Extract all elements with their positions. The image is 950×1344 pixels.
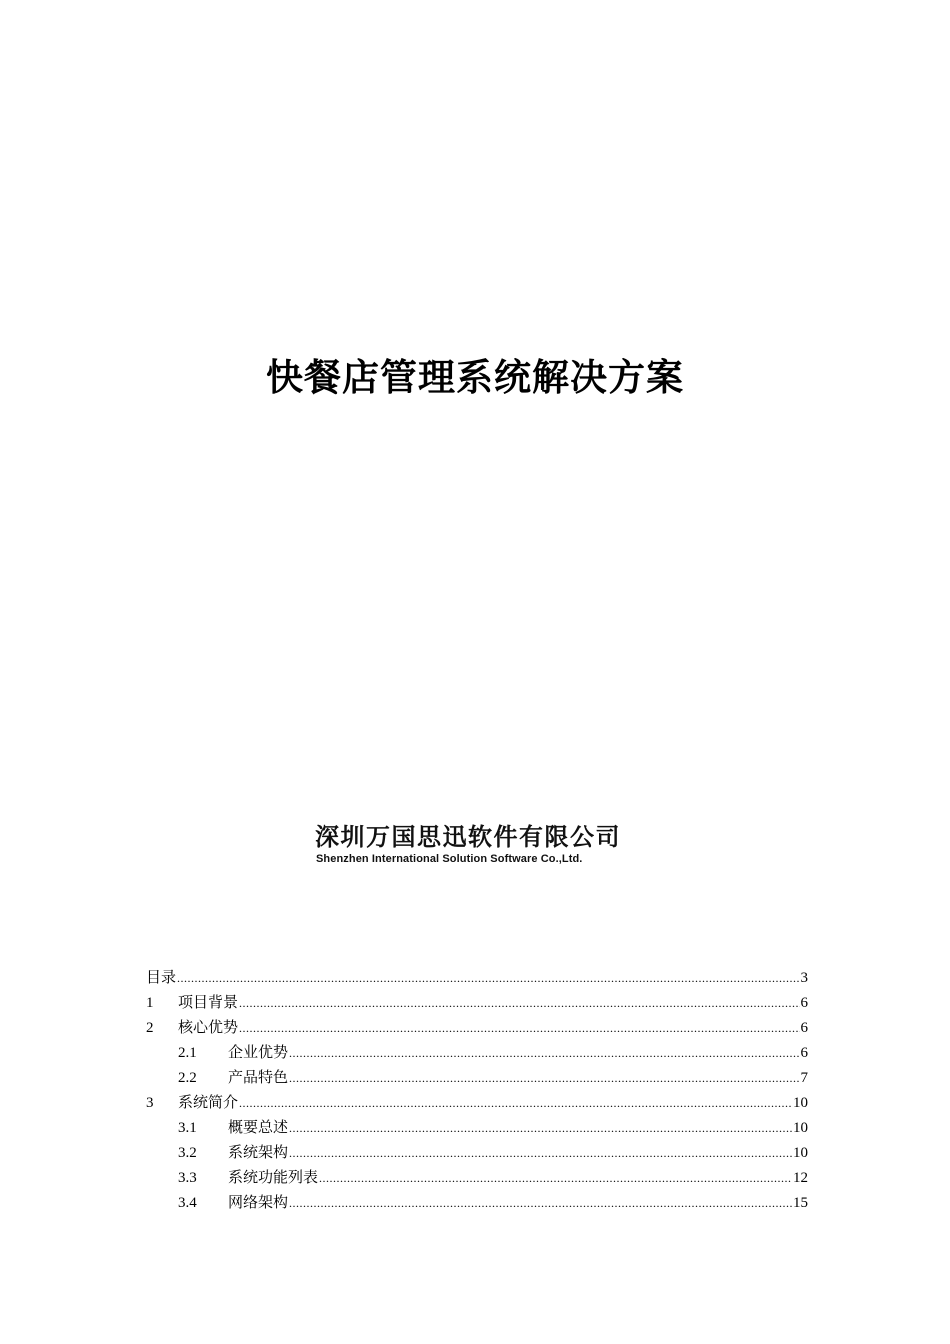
- company-name-cn: 深圳万国思迅软件有限公司: [315, 823, 621, 851]
- toc-entry-2-2[interactable]: [146, 1066, 808, 1091]
- toc-leader-dots: [319, 1166, 792, 1191]
- toc-entry-3-4[interactable]: [146, 1191, 808, 1216]
- toc-entry-number: 1: [146, 995, 154, 1011]
- toc-entry-label: 系统功能列表: [228, 1170, 319, 1186]
- toc-entry-page: 10: [793, 1145, 808, 1161]
- toc-entry-page: 6: [800, 1020, 808, 1036]
- toc-entry-number: 2: [146, 1020, 154, 1036]
- table-of-contents: [146, 966, 808, 1216]
- toc-entry-page: 12: [793, 1170, 808, 1186]
- toc-entry-2-1[interactable]: [146, 1041, 808, 1066]
- toc-entry-number: 3.2: [178, 1145, 197, 1161]
- toc-entry-number: 3.3: [178, 1170, 197, 1186]
- toc-entry-1[interactable]: [146, 991, 808, 1016]
- company-logo: [310, 822, 640, 868]
- toc-leader-dots: [239, 991, 799, 1016]
- toc-entry-page: 7: [800, 1070, 808, 1086]
- toc-entry-2[interactable]: [146, 1016, 808, 1041]
- toc-leader-dots: [289, 1041, 799, 1066]
- toc-leader-dots: [239, 1016, 799, 1041]
- toc-entry-label: 核心优势: [178, 1020, 239, 1036]
- toc-entry-label: 项目背景: [178, 995, 239, 1011]
- toc-entry-label: 产品特色: [228, 1070, 289, 1086]
- toc-entry-label: 企业优势: [228, 1045, 289, 1061]
- toc-entry-number: 2.1: [178, 1045, 197, 1061]
- toc-entry-label: 网络架构: [228, 1195, 289, 1211]
- toc-entry-number: 2.2: [178, 1070, 197, 1086]
- toc-entry-page: 10: [793, 1120, 808, 1136]
- toc-leader-dots: [239, 1091, 792, 1116]
- toc-entry-label: 系统架构: [228, 1145, 289, 1161]
- toc-entry-3-1[interactable]: [146, 1116, 808, 1141]
- toc-leader-dots: [289, 1066, 799, 1091]
- toc-leader-dots: [289, 1116, 792, 1141]
- toc-entry-number: 3.1: [178, 1120, 197, 1136]
- toc-entry-label: 概要总述: [228, 1120, 289, 1136]
- toc-entry-label: 系统简介: [178, 1095, 239, 1111]
- toc-entry-3[interactable]: [146, 1091, 808, 1116]
- toc-entry-page: 15: [793, 1195, 808, 1211]
- toc-leader-dots: [289, 1141, 792, 1166]
- toc-entry-label: 目录: [146, 970, 177, 986]
- toc-entry-number: 3: [146, 1095, 154, 1111]
- toc-entry-page: 6: [800, 995, 808, 1011]
- toc-entry-page: 6: [800, 1045, 808, 1061]
- toc-entry-number: 3.4: [178, 1195, 197, 1211]
- toc-entry-3-2[interactable]: [146, 1141, 808, 1166]
- toc-leader-dots: [289, 1191, 792, 1216]
- document-title: 快餐店管理系统解决方案: [266, 356, 684, 399]
- toc-leader-dots: [177, 966, 799, 991]
- toc-entry-page: 3: [800, 970, 808, 986]
- toc-entry-page: 10: [793, 1095, 808, 1111]
- company-name-en: Shenzhen International Solution Software Co.,Ltd.: [316, 853, 583, 865]
- toc-entry-3-3[interactable]: [146, 1166, 808, 1191]
- toc-entry-contents[interactable]: [146, 966, 808, 991]
